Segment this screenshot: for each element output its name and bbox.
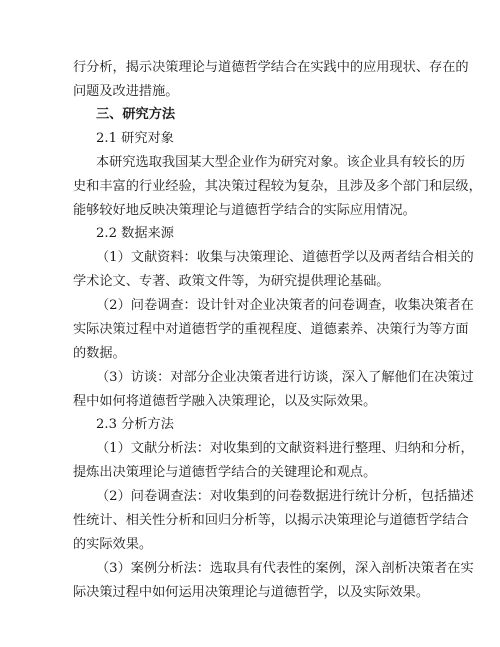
paragraph-line: 行分析，揭示决策理论与道德哲学结合在实践中的应用现状、存在的 (73, 60, 469, 75)
list-item-line: （1）文献分析法：对收集到的文献资料进行整理、归纳和分析， (96, 441, 474, 456)
paragraph-line: 能够较好地反映决策理论与道德哲学结合的实际应用情况。 (73, 203, 416, 218)
paragraph-line: 本研究选取我国某大型企业作为研究对象。该企业具有较长的历 (96, 155, 466, 170)
list-item-line: 学术论文、专著、政策文件等，为研究提供理论基础。 (73, 274, 390, 289)
list-item-line: （1）文献资料：收集与决策理论、道德哲学以及两者结合相关的 (96, 250, 474, 265)
list-item-line: 的数据。 (73, 346, 126, 361)
paragraph-line: 问题及改进措施。 (73, 84, 179, 99)
list-item-line: （3）访谈：对部分企业决策者进行访谈，深入了解他们在决策过 (96, 370, 474, 385)
list-item-line: （3）案例分析法：选取具有代表性的案例，深入剖析决策者在实 (96, 561, 474, 576)
subsection-heading: 2.2 数据来源 (96, 226, 174, 241)
list-item-line: 程中如何将道德哲学融入决策理论，以及实际效果。 (73, 394, 377, 409)
list-item-line: 提炼出决策理论与道德哲学结合的关键理论和观点。 (73, 465, 377, 480)
list-item-line: 实际决策过程中对道德哲学的重视程度、道德素养、决策行为等方面 (73, 322, 469, 337)
list-item-line: 性统计、相关性分析和回归分析等，以揭示决策理论与道德哲学结合 (73, 513, 469, 528)
list-item-line: 的实际效果。 (73, 537, 153, 552)
paragraph-line: 史和丰富的行业经验，其决策过程较为复杂，且涉及多个部门和层级， (73, 179, 482, 194)
list-item-line: 际决策过程中如何运用决策理论与道德哲学，以及实际效果。 (73, 585, 430, 600)
subsection-heading: 2.1 研究对象 (96, 131, 174, 146)
list-item-line: （2）问卷调查：设计针对企业决策者的问卷调查，收集决策者在 (96, 298, 474, 313)
section-heading: 三、研究方法 (96, 107, 176, 122)
subsection-heading: 2.3 分析方法 (96, 417, 174, 432)
list-item-line: （2）问卷调查法：对收集到的问卷数据进行统计分析，包括描述 (96, 489, 474, 504)
